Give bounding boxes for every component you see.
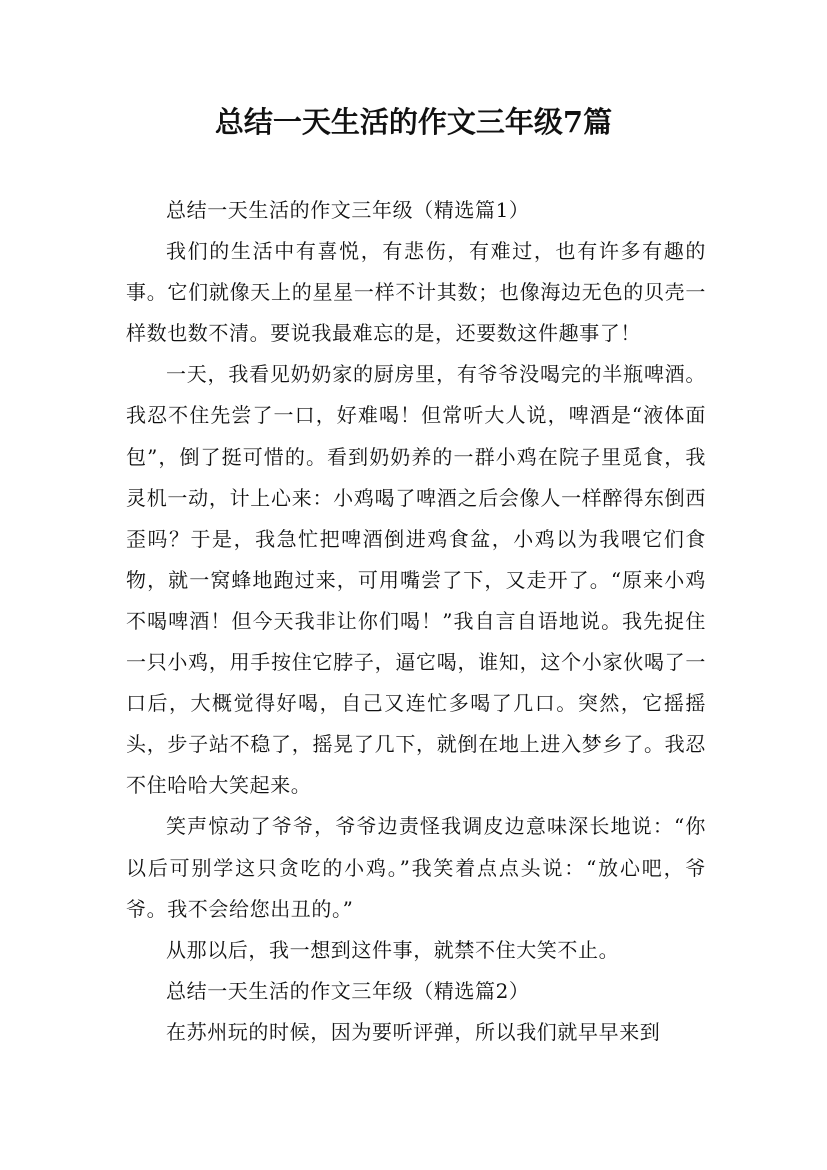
paragraph-2: 一天，我看见奶奶家的厨房里，有爷爷没喝完的半瓶啤酒。我忍不住先尝了一口，好难喝！但常听大人说，啤酒是“液体面包”，倒了挺可惜的。看到奶奶养的一群小鸡在院子里觅食，我灵机一动，计上心来：小鸡喝了啤酒之后会像人一样醉得东倒西歪吗？于是，我急忙把啤酒倒进鸡食盆，小鸡以为我喂它们食物，就一窝蜂地跑过来，可用嘴尝了下，又走开了。“原来小鸡不喝啤酒！但今天我非让你们喝！”我自言自语地说。我先捉住一只小鸡，用手按住它脖子，逼它喝，谁知，这个小家伙喝了一口后，大概觉得好喝，自己又连忙多喝了几口。突然，它摇摇头，步子站不稳了，摇晃了几下，就倒在地上进入梦乡了。我忍不住哈哈大笑起来。 [126,362,706,798]
document-title: 总结一天生活的作文三年级7篇 [214,105,613,139]
paragraph-5: 在苏州玩的时候，因为要听评弹，所以我们就早早来到 [166,1019,661,1044]
paragraph-3: 笑声惊动了爷爷，爷爷边责怪我调皮边意味深长地说：“你以后可别学这只贪吃的小鸡。”我笑着点点头说：“放心吧，爷爷。我不会给您出丑的。” [126,814,706,921]
paragraph-4: 从那以后，我一想到这件事，就禁不住大笑不止。 [166,937,620,962]
paragraph-1: 我们的生活中有喜悦，有悲伤，有难过，也有许多有趣的事。它们就像天上的星星一样不计其数；也像海边无色的贝壳一样数也数不清。要说我最难忘的是，还要数这件趣事了！ [126,239,706,346]
document-body [126,190,706,1053]
section-heading-2: 总结一天生活的作文三年级（精选篇2） [166,978,530,1003]
section-heading-1: 总结一天生活的作文三年级（精选篇1） [166,198,530,222]
